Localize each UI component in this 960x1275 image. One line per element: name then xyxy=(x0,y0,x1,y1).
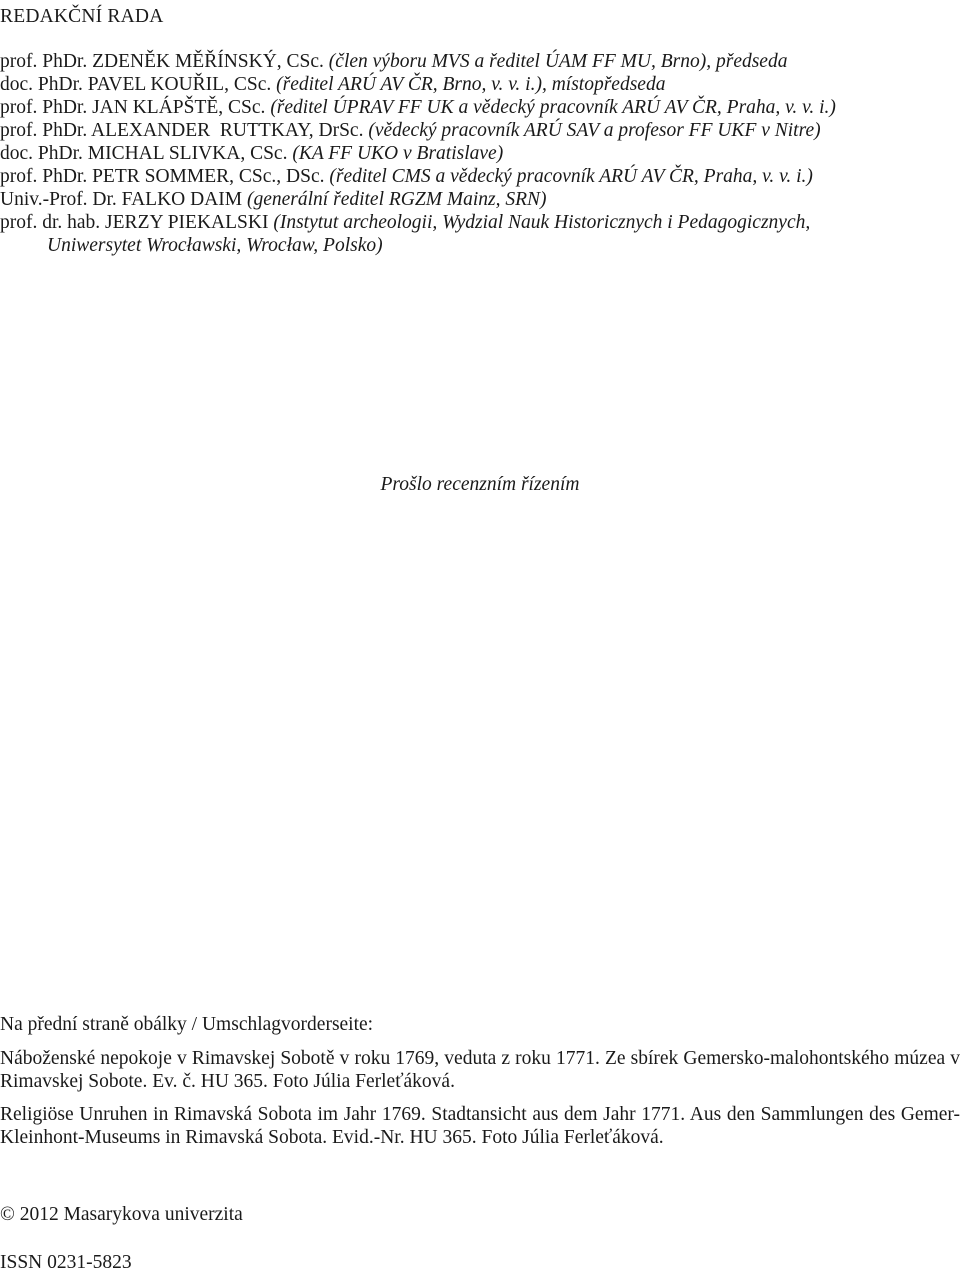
cover-label: Na přední straně obálky / Umschlagvorderseite: xyxy=(0,1014,374,1035)
board-member xyxy=(0,211,960,257)
board-member xyxy=(0,142,960,165)
member-name: prof. PhDr. ZDENĚK MĚŘÍNSKÝ, CSc. xyxy=(0,51,324,72)
member-name: doc. PhDr. MICHAL SLIVKA, CSc. xyxy=(0,143,288,164)
member-name: prof. PhDr. ALEXANDER RUTTKAY, DrSc. xyxy=(0,120,364,141)
board-member xyxy=(0,73,960,96)
member-name: Univ.-Prof. Dr. FALKO DAIM xyxy=(0,189,243,210)
cover-caption-block xyxy=(0,1013,960,1149)
cover-caption-czech: Náboženské nepokoje v Rimavskej Sobotě v roku 1769, veduta z roku 1771. Ze sbírek Gemersko-malohontského múzea v Rimavskej Sobote. Ev. č. HU 365. Foto Júlia Ferleťáková. xyxy=(0,1048,960,1092)
member-role: (ředitel ÚPRAV FF UK a vědecký pracovník ARÚ AV ČR, Praha, v. v. i.) xyxy=(265,97,836,118)
review-note: Prošlo recenzním řízením xyxy=(380,474,580,495)
member-name: prof. dr. hab. JERZY PIEKALSKI xyxy=(0,212,269,233)
member-role: (vědecký pracovník ARÚ SAV a profesor FF UKF v Nitre) xyxy=(363,120,821,141)
issn-number: ISSN 0231-5823 xyxy=(0,1252,132,1273)
board-member xyxy=(0,50,960,73)
board-member xyxy=(0,188,960,211)
copyright-notice: © 2012 Masarykova univerzita xyxy=(0,1204,243,1225)
member-role: (ředitel CMS a vědecký pracovník ARÚ AV ČR, Praha, v. v. i.) xyxy=(324,166,813,187)
board-member xyxy=(0,119,960,142)
member-role: (KA FF UKO v Bratislave) xyxy=(287,143,504,164)
member-name: doc. PhDr. PAVEL KOUŘIL, CSc. xyxy=(0,74,272,95)
board-member xyxy=(0,96,960,119)
member-role: (generální ředitel RGZM Mainz, SRN) xyxy=(242,189,547,210)
editorial-board-list xyxy=(0,50,960,257)
board-member xyxy=(0,165,960,188)
cover-caption-german: Religiöse Unruhen in Rimavská Sobota im Jahr 1769. Stadtansicht aus dem Jahr 1771. Aus den Sammlungen des Gemer-Kleinhont-Museums in Rimavská Sobota. Evid.-Nr. HU 365. Foto Júlia Ferleťáková. xyxy=(0,1104,960,1148)
member-name: prof. PhDr. JAN KLÁPŠTĚ, CSc. xyxy=(0,97,266,118)
section-heading: REDAKČNÍ RADA xyxy=(0,6,164,27)
member-role: (Instytut archeologii, Wydzial Nauk Historicznych i Pedagogicznych, xyxy=(268,212,811,233)
member-role-continuation: Uniwersytet Wrocławski, Wrocław, Polsko) xyxy=(47,235,383,256)
member-role: (ředitel ARÚ AV ČR, Brno, v. v. i.), místopředseda xyxy=(271,74,666,95)
member-role: (člen výboru MVS a ředitel ÚAM FF MU, Brno), předseda xyxy=(323,51,788,72)
member-name: prof. PhDr. PETR SOMMER, CSc., DSc. xyxy=(0,166,325,187)
